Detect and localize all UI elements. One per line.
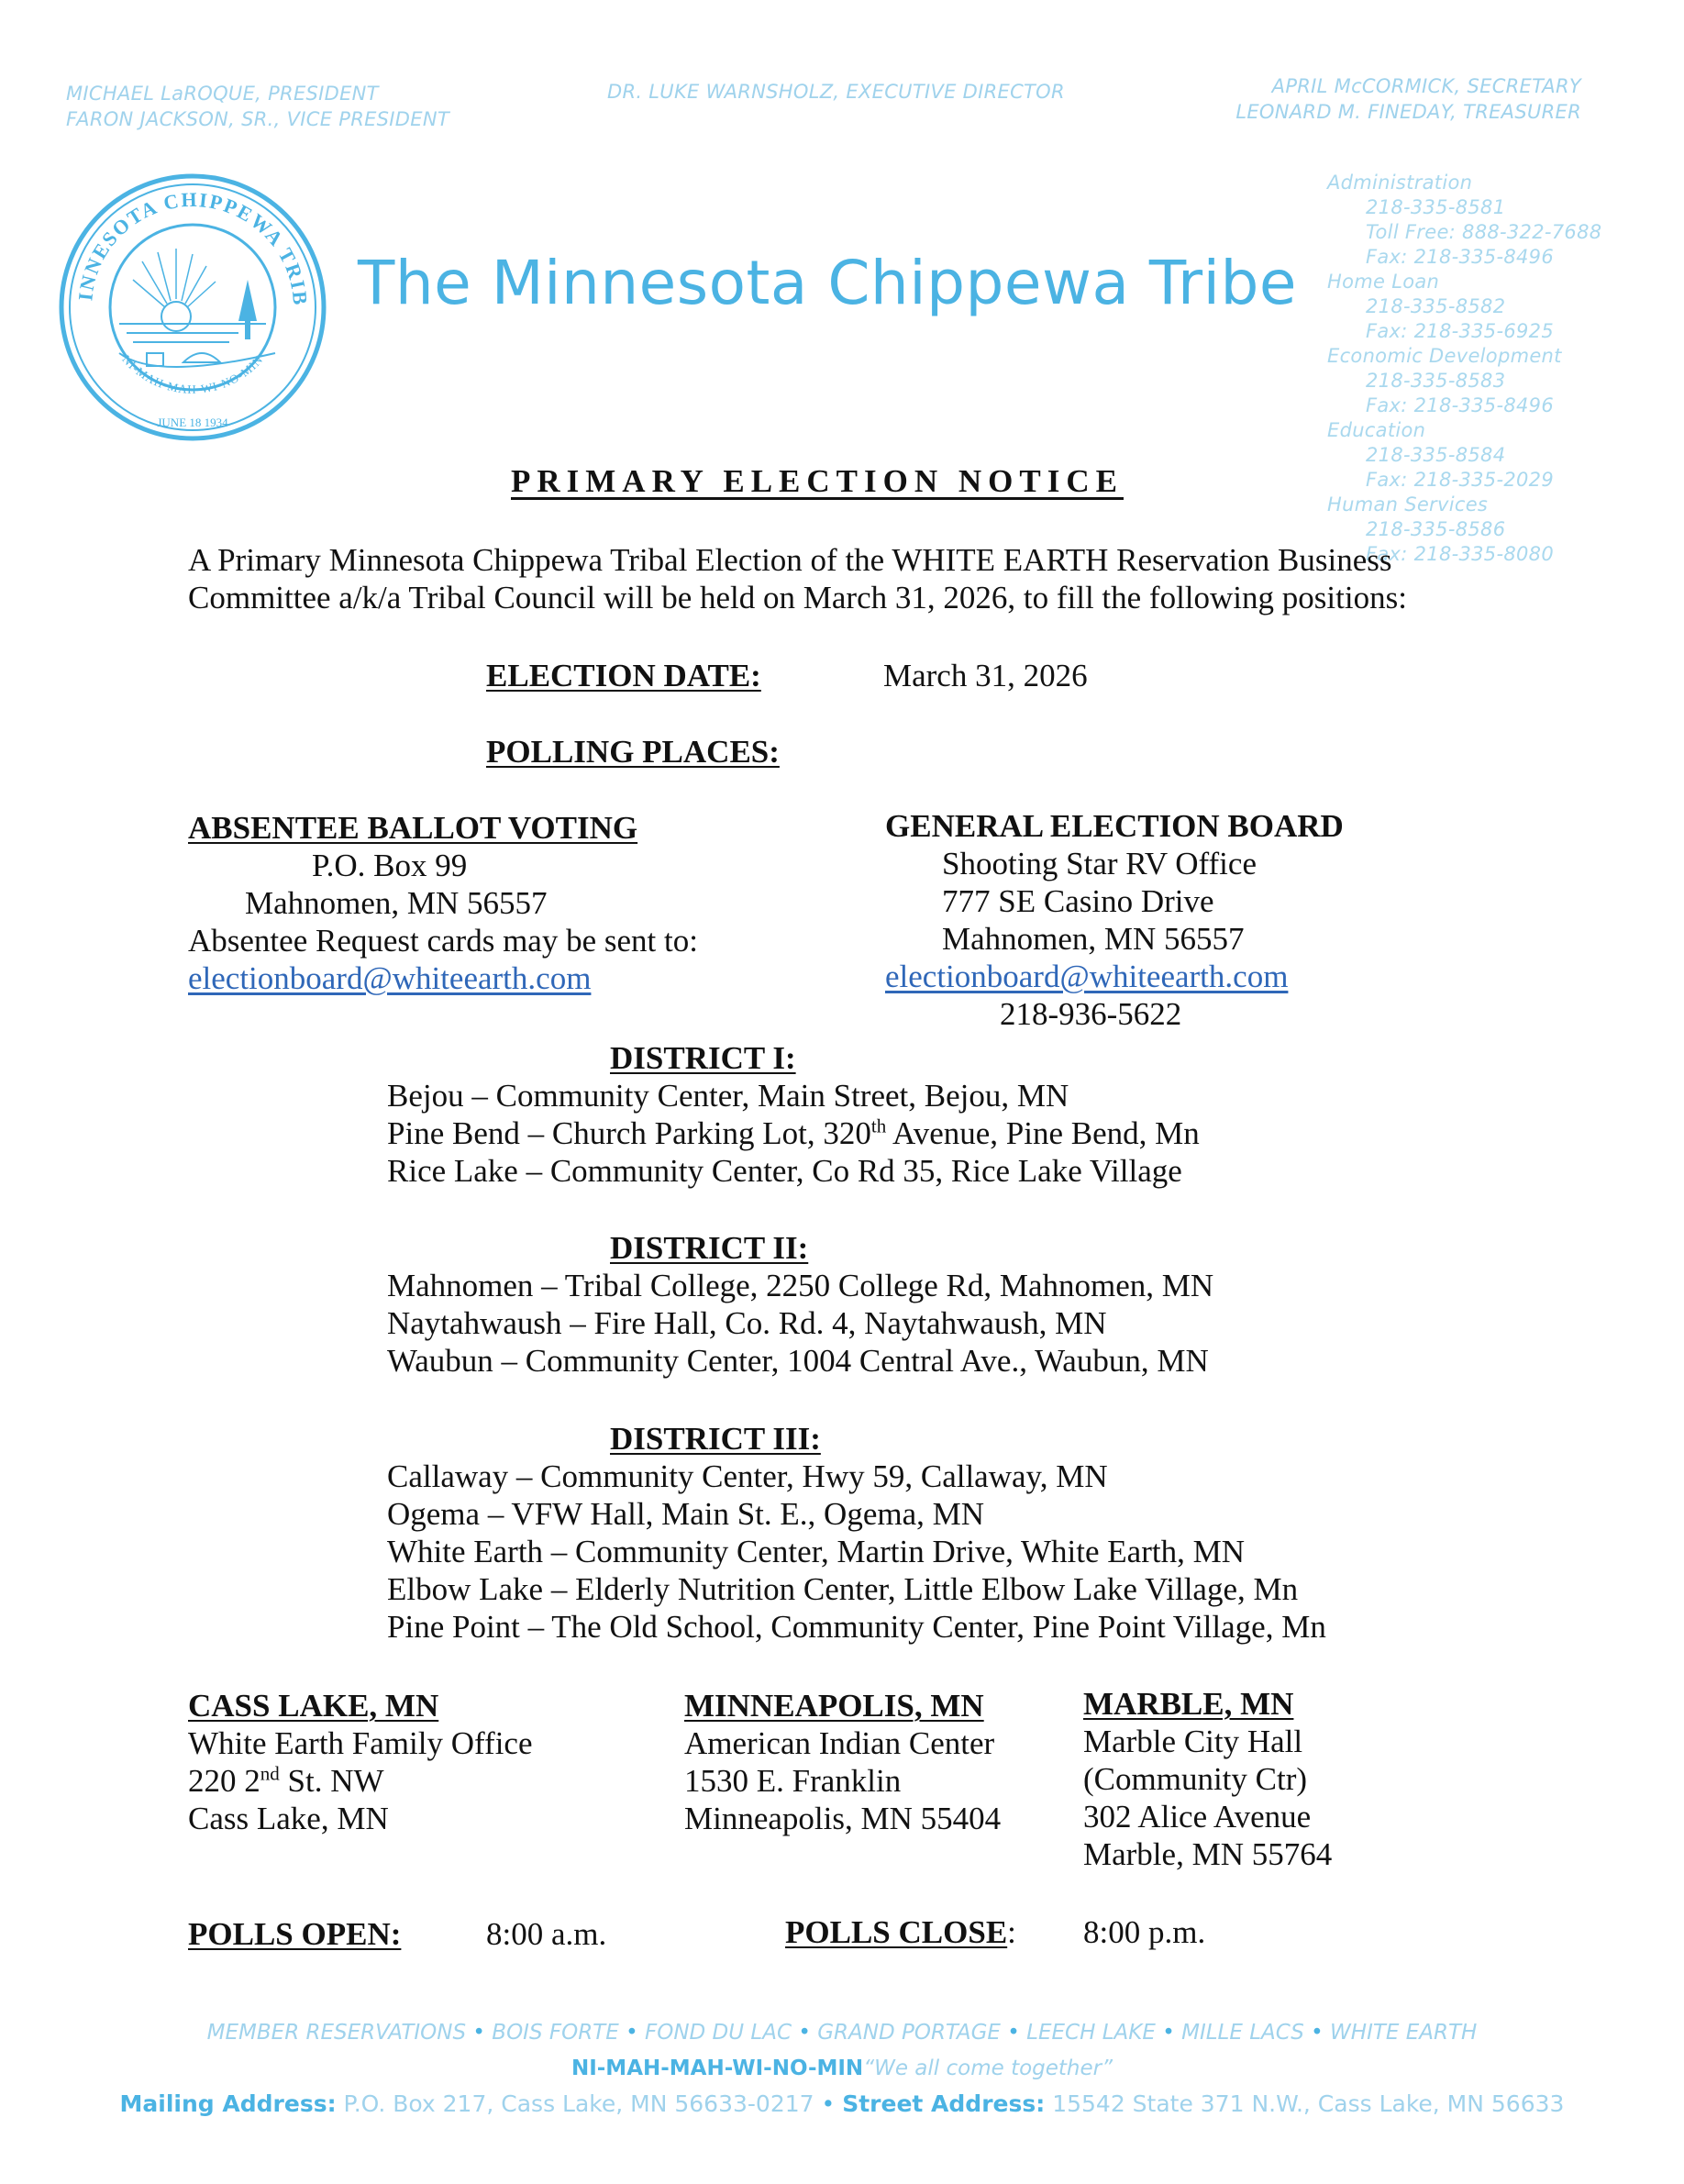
contact-homeloan-phone: 218-335-8582 [1366,295,1506,317]
seal-bottom-text: NI-MAH-MAH-WI-NO-MIN [119,352,266,396]
district-2-place: Naytahwaush – Fire Hall, Co. Rd. 4, Naytahwaush, MN [387,1305,1107,1341]
absentee-heading: ABSENTEE BALLOT VOTING [188,810,638,846]
footer-reservation: WHITE EARTH [1330,2021,1478,2045]
district-1-place: Pine Bend – Church Parking Lot, 320th Avenue, Pine Bend, Mn [387,1114,1200,1151]
bullet-icon: • [626,2021,645,2045]
footer-addresses [0,2090,1684,2117]
contact-directory [1327,171,1601,567]
bullet-icon: • [472,2021,493,2045]
district-3-list [387,1458,1326,1646]
footer-reservation: BOIS FORTE [492,2021,619,2045]
remote-site-cass-lake [188,1687,532,1837]
contact-education-label: Education [1327,419,1426,441]
footer-motto-text: “We all come together” [863,2057,1113,2080]
district-1-place: Bejou – Community Center, Main Street, Bejou, MN [387,1078,1069,1114]
district-1-heading: DISTRICT I: [610,1040,796,1076]
secretary-name: APRIL McCORMICK, SECRETARY [1271,75,1581,97]
absentee-email-link[interactable]: electionboard@whiteearth.com [188,960,592,996]
contact-econdev-label: Economic Development [1327,345,1562,367]
contact-homeloan-fax: Fax: 218-335-6925 [1366,320,1554,342]
footer-reservation: GRAND PORTAGE [817,2021,1001,2045]
org-title: The Minnesota Chippewa Tribe [358,248,1297,318]
footer-reservations [0,2021,1684,2045]
district-3-place: Callaway – Community Center, Hwy 59, Callaway, MN [387,1458,1108,1494]
general-board-heading: GENERAL ELECTION BOARD [885,808,1344,844]
absentee-po-box: P.O. Box 99 [312,848,468,883]
footer-motto [0,2057,1684,2080]
contact-humanservices-label: Human Services [1327,493,1489,516]
remote-site-line: White Earth Family Office [188,1725,533,1761]
notice-title: PRIMARY ELECTION NOTICE [511,463,1124,499]
contact-admin-phone: 218-335-8581 [1366,196,1506,218]
remote-site-line: Cass Lake, MN [188,1801,389,1836]
general-board-street: 777 SE Casino Drive [942,883,1214,919]
street-address-value: 15542 State 371 N.W., Cass Lake, MN 56633 [1052,2090,1565,2117]
contact-humanservices-fax: Fax: 218-335-8080 [1366,543,1554,565]
absentee-note: Absentee Request cards may be sent to: [188,923,698,959]
district-2-place: Mahnomen – Tribal College, 2250 College Rd, Mahnomen, MN [387,1268,1214,1303]
street-address-label: Street Address: [842,2090,1046,2117]
footer-reservation: MILLE LACS [1181,2021,1304,2045]
election-date-value: March 31, 2026 [883,658,1088,693]
contact-homeloan-label: Home Loan [1327,271,1440,293]
mailing-address-label: Mailing Address: [119,2090,337,2117]
contact-econdev-phone: 218-335-8583 [1366,370,1506,392]
remote-site-line: 220 2nd St. NW [188,1762,384,1799]
contact-econdev-fax: Fax: 218-335-8496 [1366,394,1554,416]
remote-site-heading: MARBLE, MN [1083,1686,1294,1722]
contact-admin-label: Administration [1327,172,1473,194]
absentee-city: Mahnomen, MN 56557 [245,885,548,921]
polling-places-label: POLLING PLACES: [486,734,780,770]
bullet-icon: • [1007,2021,1027,2045]
polls-close-colon: : [1007,1914,1016,1950]
intro-paragraph [188,541,1407,616]
district-2-list [387,1267,1213,1380]
polls-open-label: POLLS OPEN: [188,1916,402,1952]
contact-admin-fax: Fax: 218-335-8496 [1366,246,1554,268]
remote-site-heading: MINNEAPOLIS, MN [684,1688,984,1724]
general-board-phone: 218-936-5622 [1000,996,1182,1032]
vice-president-name: FARON JACKSON, SR., VICE PRESIDENT [66,108,449,130]
contact-admin-tollfree: Toll Free: 888-322-7688 [1366,221,1602,243]
intro-line-1: A Primary Minnesota Chippewa Tribal Election of the WHITE EARTH Reservation Business [188,542,1392,578]
district-2-heading: DISTRICT II: [610,1230,809,1266]
polls-close-time: 8:00 p.m. [1083,1914,1206,1950]
seal-date: JUNE 18 1934 [157,416,228,429]
remote-site-line: 1530 E. Franklin [684,1763,902,1799]
remote-site-line: (Community Ctr) [1083,1761,1308,1797]
district-3-heading: DISTRICT III: [610,1421,821,1457]
footer-motto-name: NI-MAH-MAH-WI-NO-MIN [571,2057,864,2080]
remote-site-line: 302 Alice Avenue [1083,1799,1312,1835]
tribe-seal-logo [55,170,330,445]
seal-top-text: INNESOTA CHIPPEWA TRIB [73,187,313,307]
footer-reservation: MEMBER RESERVATIONS [206,2021,467,2045]
bullet-icon: • [1311,2021,1331,2045]
footer-reservation: FOND DU LAC [644,2021,792,2045]
contact-humanservices-phone: 218-335-8586 [1366,518,1506,540]
remote-site-heading: CASS LAKE, MN [188,1688,439,1724]
general-board-city: Mahnomen, MN 56557 [942,921,1245,957]
executive-director-name: DR. LUKE WARNSHOLZ, EXECUTIVE DIRECTOR [607,81,1065,103]
remote-site-line: American Indian Center [684,1725,995,1761]
bullet-icon: • [821,2090,843,2117]
election-date-label: ELECTION DATE: [486,658,761,693]
seal-icon [55,170,330,445]
general-board-email-link[interactable]: electionboard@whiteearth.com [885,959,1289,994]
remote-site-line: Minneapolis, MN 55404 [684,1801,1002,1836]
remote-site-marble [1083,1685,1332,1873]
district-3-place: Ogema – VFW Hall, Main St. E., Ogema, MN [387,1496,985,1532]
polls-open-time: 8:00 a.m. [486,1916,607,1952]
district-3-place: Elbow Lake – Elderly Nutrition Center, Little Elbow Lake Village, Mn [387,1571,1299,1607]
remote-site-minneapolis [684,1687,1001,1837]
polls-close-label-wrap [785,1913,1016,1951]
remote-site-line: Marble, MN 55764 [1083,1836,1333,1872]
district-3-place: Pine Point – The Old School, Community Center, Pine Point Village, Mn [387,1609,1326,1645]
contact-education-fax: Fax: 218-335-2029 [1366,469,1554,491]
bullet-icon: • [1162,2021,1182,2045]
polls-close-label: POLLS CLOSE [785,1914,1008,1950]
district-1-list [387,1077,1200,1190]
treasurer-name: LEONARD M. FINEDAY, TREASURER [1235,101,1581,123]
general-board-block [885,845,1288,1033]
absentee-block [188,847,698,997]
remote-site-line: Marble City Hall [1083,1724,1303,1759]
footer-reservation: LEECH LAKE [1026,2021,1156,2045]
district-1-place: Rice Lake – Community Center, Co Rd 35, Rice Lake Village [387,1153,1182,1189]
officers-right [1235,73,1581,125]
district-2-place: Waubun – Community Center, 1004 Central Ave., Waubun, MN [387,1343,1209,1379]
officers-left [66,81,449,132]
president-name: MICHAEL LaROQUE, PRESIDENT [66,83,379,105]
contact-education-phone: 218-335-8584 [1366,444,1506,466]
bullet-icon: • [798,2021,818,2045]
mailing-address-value: P.O. Box 217, Cass Lake, MN 56633-0217 [343,2090,814,2117]
intro-line-2: Committee a/k/a Tribal Council will be held on March 31, 2026, to fill the following positions: [188,580,1407,615]
district-3-place: White Earth – Community Center, Martin Drive, White Earth, MN [387,1534,1245,1569]
general-board-name: Shooting Star RV Office [942,846,1257,881]
